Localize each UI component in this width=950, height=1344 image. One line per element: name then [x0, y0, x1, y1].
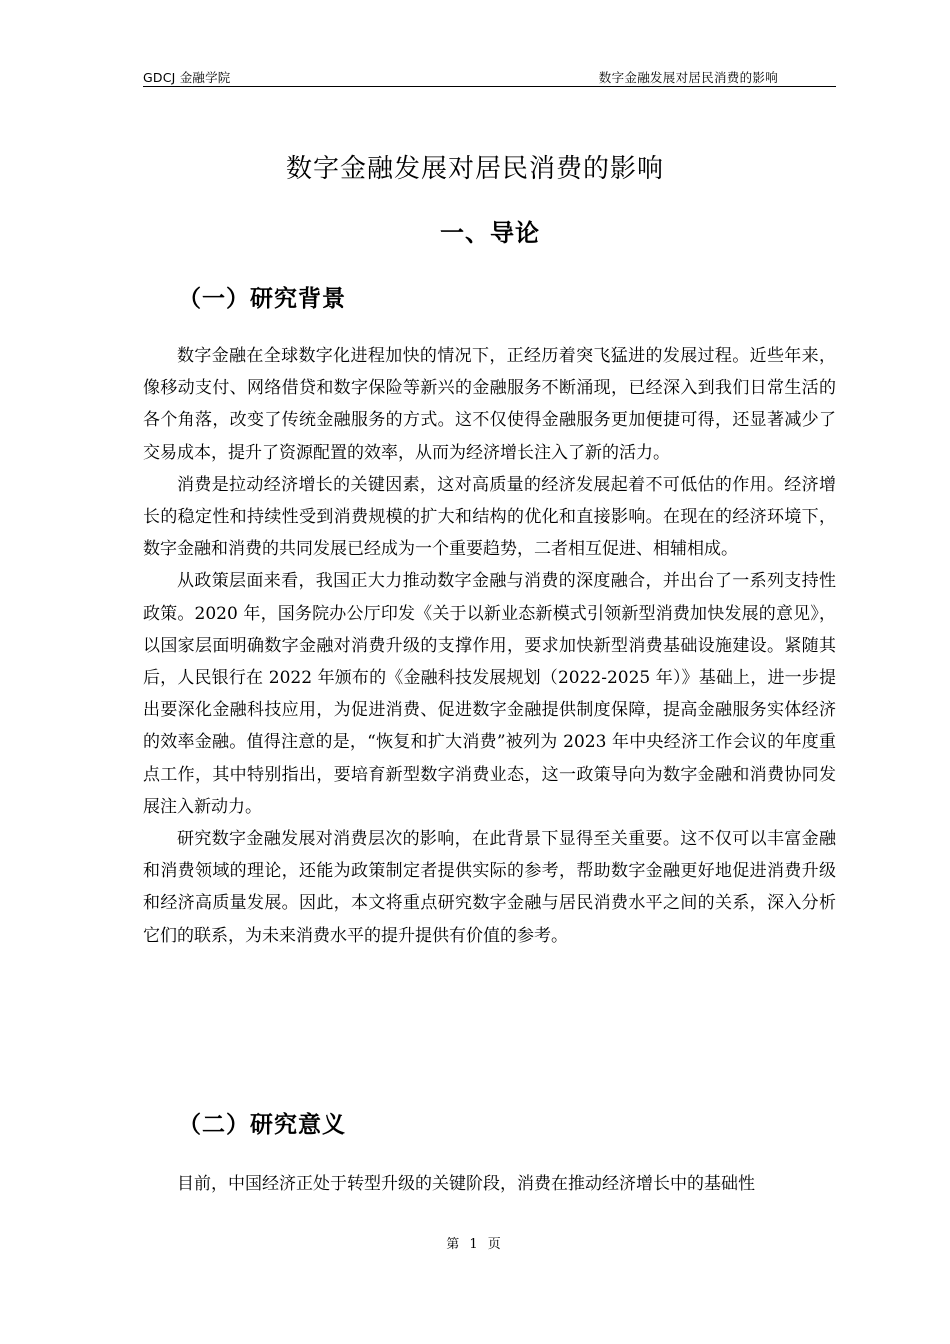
- paragraph: 消费是拉动经济增长的关键因素，这对高质量的经济发展起着不可低估的作用。经济增长的稳定性和持续性受到消费规模的扩大和结构的优化和直接影响。在现在的经济环境下，数字金融和消费的共同发展已经成为一个重要趋势，二者相互促进、相辅相成。: [143, 474, 836, 560]
- header-document-title: 数字金融发展对居民消费的影响: [598, 70, 778, 85]
- paragraph: 目前，中国经济正处于转型升级的关键阶段，消费在推动经济增长中的基础性: [177, 1174, 755, 1194]
- paragraph: 研究数字金融发展对消费层次的影响，在此背景下显得至关重要。这不仅可以丰富金融和消费领域的理论，还能为政策制定者提供实际的参考，帮助数字金融更好地促进消费升级和经济高质量发展。因此，本文将重点研究数字金融与居民消费水平之间的关系，深入分析它们的联系，为未来消费水平的提升提供有价值的参考。: [143, 829, 836, 946]
- subsection-heading-background: （一）研究背景: [178, 286, 346, 312]
- section-heading-introduction: 一、导论: [440, 219, 540, 247]
- paragraph: 从政策层面来看，我国正大力推动数字金融与消费的深度融合，并出台了一系列支持性政策。2020 年，国务院办公厅印发《关于以新业态新模式引领新型消费加快发展的意见》，以国家层面明确数字金融对消费升级的支撑作用，要求加快新型消费基础设施建设。紧随其后，人民银行在 2022 年颁布的《金融科技发展规划（2022-2025 年）》基础上，进一步提出要深化金融科技应用，为促进消费、促进数字金融提供制度保障，提高金融服务实体经济的效率金融。值得注意的是，“恢复和扩大消费”被列为 2023 年中央经济工作会议的年度重点工作，其中特别指出，要培育新型数字消费业态，这一政策导向为数字金融和消费协同发展注入新动力。: [143, 571, 836, 817]
- header-institution: GDCJ 金融学院: [143, 70, 231, 85]
- paragraph: 数字金融在全球数字化进程加快的情况下，正经历着突飞猛进的发展过程。近些年来，像移动支付、网络借贷和数字保险等新兴的金融服务不断涌现，已经深入到我们日常生活的各个角落，改变了传统金融服务的方式。这不仅使得金融服务更加便捷可得，还显著减少了交易成本，提升了资源配置的效率，从而为经济增长注入了新的活力。: [143, 346, 836, 463]
- page-number: 第 1 页: [446, 1237, 504, 1252]
- page-header: [143, 66, 836, 87]
- significance-text: [143, 1168, 836, 1200]
- subsection-heading-significance: （二）研究意义: [178, 1112, 346, 1138]
- background-text: [143, 340, 836, 952]
- document-title: 数字金融发展对居民消费的影响: [285, 154, 664, 184]
